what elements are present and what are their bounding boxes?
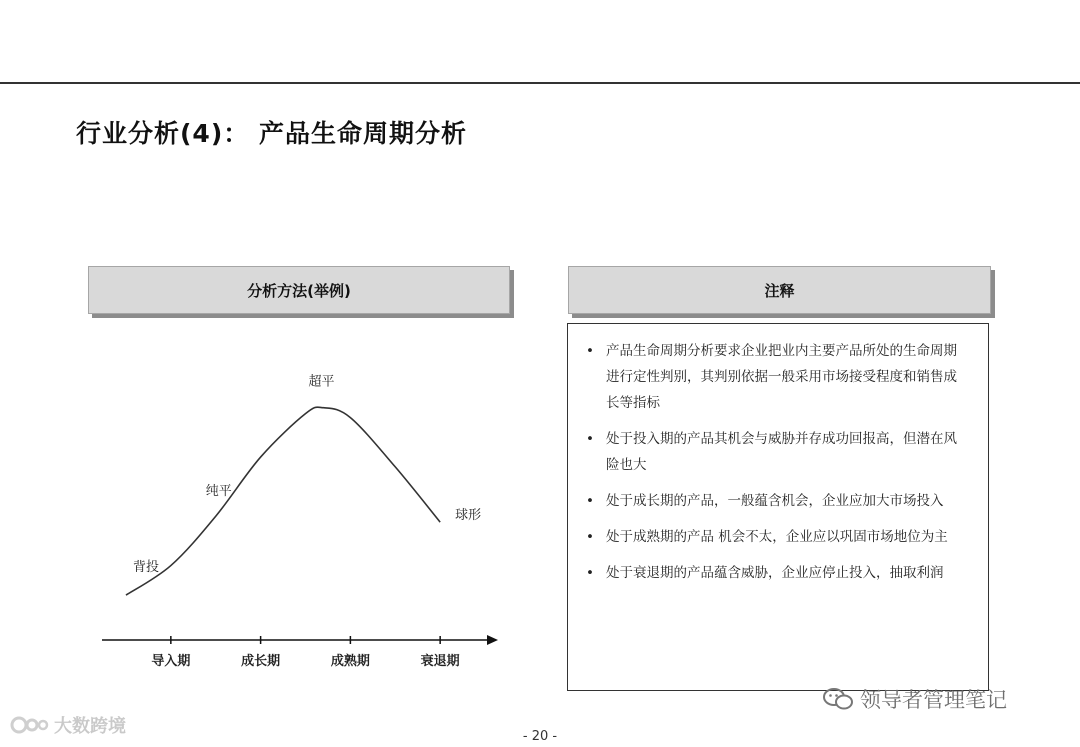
- note-text: 处于成熟期的产品 机会不太，企业应以巩固市场地位为主: [606, 529, 948, 545]
- note-item: [586, 426, 970, 478]
- curve-label: 超平: [308, 374, 335, 390]
- bullet-icon: •: [586, 529, 594, 545]
- curve-label: 纯平: [205, 484, 232, 500]
- page-number: - 20 -: [522, 729, 558, 744]
- wechat-icon: [822, 687, 854, 711]
- bullet-icon: •: [586, 565, 594, 581]
- note-text: 处于衰退期的产品蕴含威胁，企业应停止投入，抽取利润: [606, 565, 944, 581]
- bullet-icon: •: [586, 343, 594, 359]
- notes-header: [568, 266, 991, 314]
- note-item: [586, 488, 970, 514]
- note-text: 处于投入期的产品其机会与威胁并存成功回报高，但潜在风险也大: [606, 431, 957, 473]
- top-rule: [0, 82, 1080, 84]
- curve-label: 球形: [455, 508, 482, 524]
- lifecycle-chart-svg: [88, 350, 518, 680]
- x-axis-tick-label: 成长期: [241, 654, 281, 669]
- bullet-icon: •: [586, 431, 594, 447]
- note-item: [586, 524, 970, 550]
- lifecycle-chart: [88, 350, 518, 680]
- watermark-right-text: 领导者管理笔记: [860, 688, 1007, 712]
- x-axis-tick-label: 成熟期: [330, 654, 370, 669]
- x-axis-tick-label: 导入期: [151, 654, 191, 669]
- note-text: 产品生命周期分析要求企业把业内主要产品所处的生命周期进行定性判别，其判别依据一般采用市场接受程度和销售成长等指标: [606, 343, 957, 411]
- page-title: 行业分析(4)： 产品生命周期分析: [76, 119, 467, 148]
- notes-list: [568, 324, 988, 586]
- bullet-icon: •: [586, 493, 594, 509]
- analysis-method-header-label: 分析方法(举例): [247, 281, 351, 300]
- x-axis-arrow-icon: [487, 635, 498, 645]
- curve-label: 背投: [132, 560, 159, 576]
- notes-header-label: 注释: [764, 281, 795, 300]
- note-text: 处于成长期的产品，一般蕴含机会，企业应加大市场投入: [606, 493, 944, 509]
- note-item: [586, 338, 970, 416]
- note-item: [586, 560, 970, 586]
- watermark-right: [822, 684, 1007, 714]
- notes-box: [567, 323, 989, 691]
- lifecycle-curve: [126, 407, 440, 595]
- x-axis-tick-label: 衰退期: [420, 654, 460, 669]
- analysis-method-header: [88, 266, 510, 314]
- watermark-left-text: 大数跨境: [54, 716, 126, 737]
